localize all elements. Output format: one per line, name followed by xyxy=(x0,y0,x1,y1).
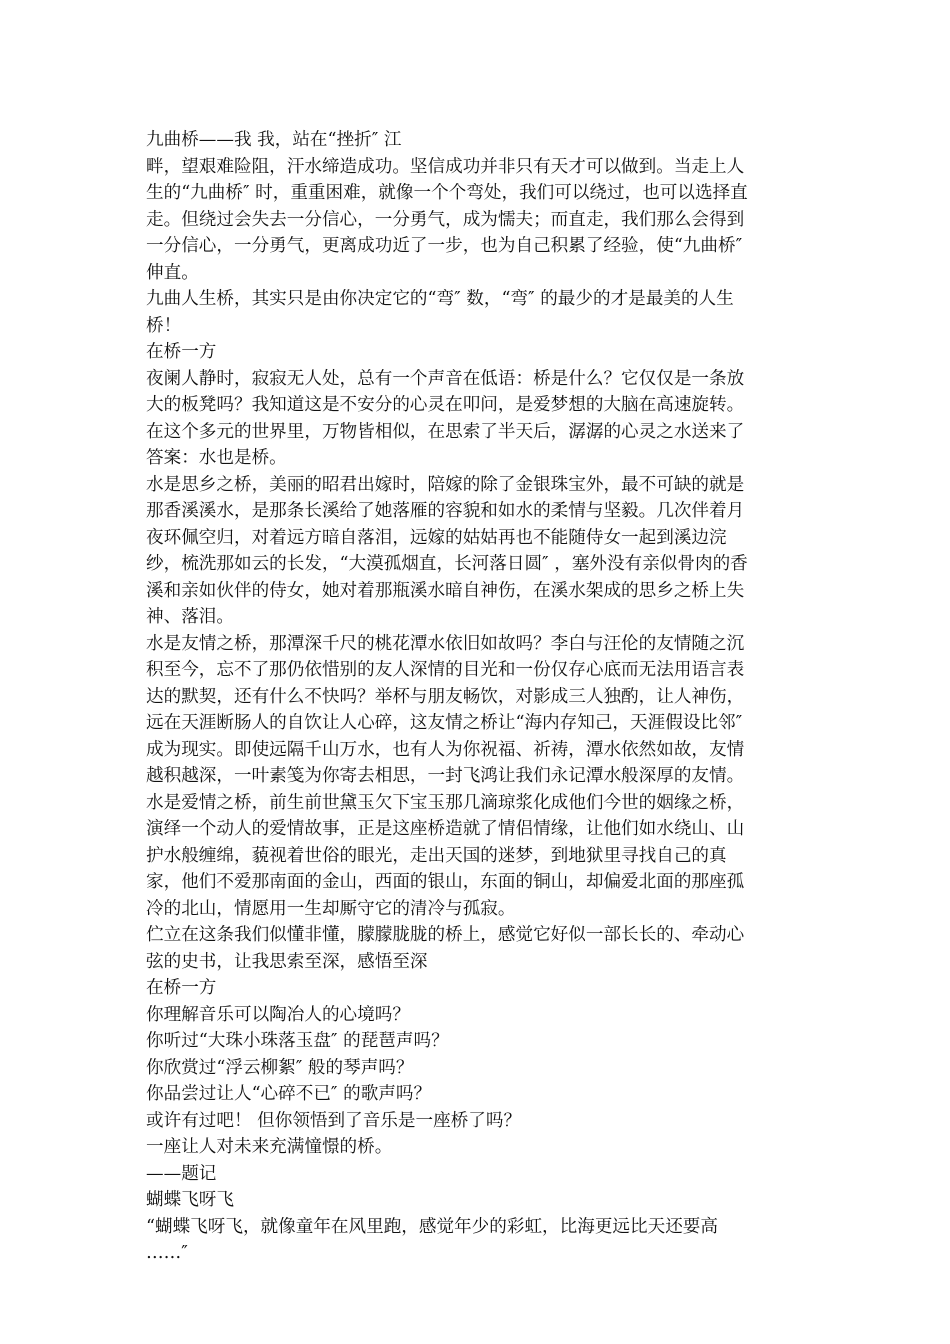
text-line: 九曲桥——我 我，站在“挫折″ 江 xyxy=(146,130,402,150)
text-line: 远在天涯断肠人的自饮让人心碎，这友情之桥让“海内存知己，天涯假设比邻″ xyxy=(146,713,743,733)
section-heading: 在桥一方 xyxy=(146,978,217,998)
text-line: 水是爱情之桥，前生前世黛玉欠下宝玉那几滴琼浆化成他们今世的姻缘之桥， xyxy=(146,792,745,813)
text-line: 积至今，忘不了那仍依惜别的友人深情的目光和一份仅存心底而无法用语言表 xyxy=(146,660,745,680)
text-line: 或许有过吧！ 但你领悟到了音乐是一座桥了吗？ xyxy=(146,1110,522,1131)
text-line: 水是友情之桥，那潭深千尺的桃花潭水依旧如故吗？李白与汪伦的友情随之沉 xyxy=(146,633,745,654)
text-line: 在这个多元的世界里，万物皆相似，在思索了半天后，潺潺的心灵之水送来了 xyxy=(146,421,745,442)
text-line: 溪和亲如伙伴的侍女，她对着那瓶溪水暗自神伤，在溪水架成的思乡之桥上失 xyxy=(146,580,745,601)
text-line: 伫立在这条我们似懂非懂，朦朦胧胧的桥上，感觉它好似一部长长的、牵动心 xyxy=(146,925,745,945)
text-line: 你品尝过让人“心碎不已″ 的歌声吗？ xyxy=(146,1084,432,1104)
text-line: 达的默契，还有什么不快吗？举杯与朋友畅饮，对影成三人独酌，让人神伤， xyxy=(146,686,745,707)
text-line: 水是思乡之桥，美丽的昭君出嫁时，陪嫁的除了金银珠宝外，最不可缺的就是 xyxy=(146,474,745,495)
text-line: 神、落泪。 xyxy=(146,607,234,627)
text-line: 弦的史书，让我思索至深，感悟至深 xyxy=(146,951,428,972)
text-line: 家，他们不爱那南面的金山，西面的银山，东面的铜山，却偏爱北面的那座孤 xyxy=(146,872,745,892)
text-line: 冷的北山，情愿用一生却厮守它的清冷与孤寂。 xyxy=(146,898,516,919)
text-line: 九曲人生桥，其实只是由你决定它的“弯″ 数，“弯″ 的最少的才是最美的人生 xyxy=(146,289,734,309)
text-line: 一分信心，一分勇气，更离成功近了一步，也为自己积累了经验，使“九曲桥″ xyxy=(146,236,743,256)
text-line: 那香溪溪水，是那条长溪给了她落雁的容貌和如水的柔情与坚毅。几次伴着月 xyxy=(146,501,745,521)
text-line: 一座让人对未来充满憧憬的桥。 xyxy=(146,1137,393,1157)
text-line: 演绎一个动人的爱情故事，正是这座桥造就了情侣情缘，让他们如水绕山、山 xyxy=(146,819,745,839)
text-line: 大的板凳吗？我知道这是不安分的心灵在叩问，是爱梦想的大脑在高速旋转。 xyxy=(146,395,745,415)
text-line: 桥！ xyxy=(146,315,182,336)
text-line: 畔，望艰难险阻，汗水缔造成功。坚信成功并非只有天才可以做到。当走上人 xyxy=(146,156,745,177)
text-line: 走。但绕过会失去一分信心，一分勇气，成为懦夫；而直走，我们那么会得到 xyxy=(146,209,745,230)
text-line: 你理解音乐可以陶冶人的心境吗？ xyxy=(146,1004,410,1025)
text-line: 生的“九曲桥″ 时，重重困难，就像一个个弯处，我们可以绕过，也可以选择直 xyxy=(146,183,748,203)
text-line: 纱，梳洗那如云的长发，“大漠孤烟直，长河落日圆″ ，塞外没有亲似骨肉的香 xyxy=(146,554,748,574)
text-line: 伸直。 xyxy=(146,262,199,283)
text-line: 答案：水也是桥。 xyxy=(146,448,287,468)
section-heading: 在桥一方 xyxy=(146,342,217,362)
text-line: ……″ xyxy=(146,1243,188,1263)
section-heading: 蝴蝶飞呀飞 xyxy=(146,1190,234,1210)
text-line: 你欣赏过“浮云柳絮″ 般的琴声吗？ xyxy=(146,1057,414,1078)
text-line: 夜环佩空归，对着远方暗自落泪，远嫁的姑姑再也不能随侍女一起到溪边浣 xyxy=(146,527,727,548)
epigraph-attribution: ——题记 xyxy=(146,1163,217,1184)
text-line: 你听过“大珠小珠落玉盘″ 的琵琶声吗？ xyxy=(146,1031,449,1051)
text-line: 越积越深，一叶素笺为你寄去相思，一封飞鸿让我们永记潭水般深厚的友情。 xyxy=(146,766,745,786)
text-line: “蝴蝶飞呀飞，就像童年在风里跑，感觉年少的彩虹，比海更远比天还要高 xyxy=(146,1216,718,1237)
text-line: 夜阑人静时，寂寂无人处，总有一个声音在低语：桥是什么？它仅仅是一条放 xyxy=(146,368,745,389)
text-line: 护水般缠绵，藐视着世俗的眼光，走出天国的迷梦，到地狱里寻找自己的真 xyxy=(146,845,727,866)
document-body xyxy=(146,127,806,1267)
text-line: 成为现实。即使远隔千山万水，也有人为你祝福、祈祷，潭水依然如故，友情 xyxy=(146,739,745,760)
